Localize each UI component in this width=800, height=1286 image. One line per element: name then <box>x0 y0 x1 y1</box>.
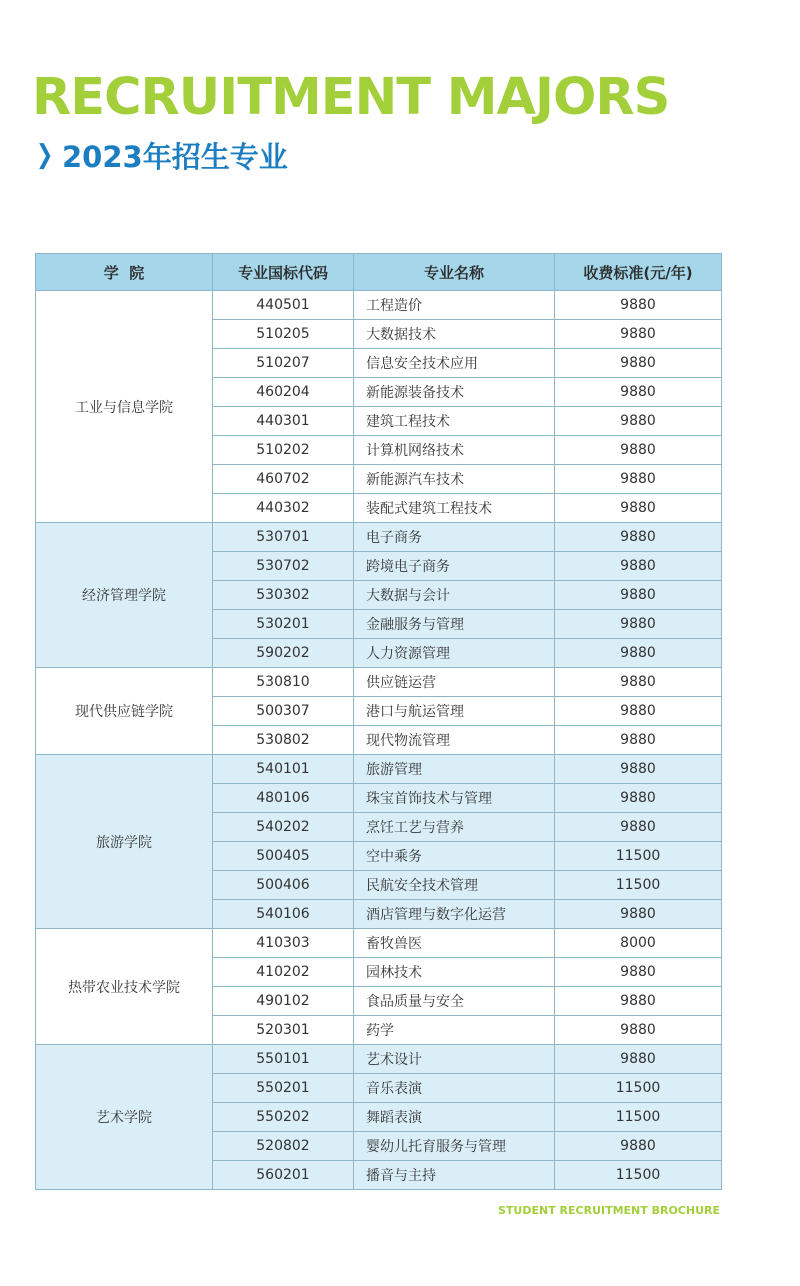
headline-english: RECRUITMENT MAJORS <box>32 68 670 127</box>
fee-cell: 9880 <box>555 581 722 610</box>
code-cell: 500406 <box>213 871 354 900</box>
fee-cell: 9880 <box>555 465 722 494</box>
school-name-cell: 热带农业技术学院 <box>36 929 213 1045</box>
fee-cell: 9880 <box>555 1016 722 1045</box>
school-name-cell: 工业与信息学院 <box>36 291 213 523</box>
fee-cell: 9880 <box>555 610 722 639</box>
code-cell: 410303 <box>213 929 354 958</box>
code-cell: 560201 <box>213 1161 354 1190</box>
header-major: 专业名称 <box>354 254 555 291</box>
fee-cell: 9880 <box>555 900 722 929</box>
footer-brochure-label: STUDENT RECRUITMENT BROCHURE <box>498 1204 720 1217</box>
code-cell: 530302 <box>213 581 354 610</box>
header-school: 学 院 <box>36 254 213 291</box>
code-cell: 540101 <box>213 755 354 784</box>
code-cell: 510205 <box>213 320 354 349</box>
code-cell: 530802 <box>213 726 354 755</box>
major-name-cell: 大数据技术 <box>354 320 555 349</box>
code-cell: 440501 <box>213 291 354 320</box>
table-row <box>36 1045 722 1074</box>
major-name-cell: 烹饪工艺与营养 <box>354 813 555 842</box>
school-name-cell: 旅游学院 <box>36 755 213 929</box>
chevron-right-icon: ❯ <box>36 140 54 170</box>
fee-cell: 11500 <box>555 842 722 871</box>
code-cell: 540106 <box>213 900 354 929</box>
code-cell: 520301 <box>213 1016 354 1045</box>
code-cell: 510207 <box>213 349 354 378</box>
code-cell: 460702 <box>213 465 354 494</box>
fee-cell: 9880 <box>555 958 722 987</box>
code-cell: 530201 <box>213 610 354 639</box>
fee-cell: 9880 <box>555 378 722 407</box>
code-cell: 490102 <box>213 987 354 1016</box>
code-cell: 550202 <box>213 1103 354 1132</box>
major-name-cell: 计算机网络技术 <box>354 436 555 465</box>
major-name-cell: 装配式建筑工程技术 <box>354 494 555 523</box>
fee-cell: 11500 <box>555 1074 722 1103</box>
code-cell: 550201 <box>213 1074 354 1103</box>
major-name-cell: 人力资源管理 <box>354 639 555 668</box>
major-name-cell: 音乐表演 <box>354 1074 555 1103</box>
fee-cell: 9880 <box>555 523 722 552</box>
fee-cell: 9880 <box>555 1132 722 1161</box>
code-cell: 530702 <box>213 552 354 581</box>
major-name-cell: 电子商务 <box>354 523 555 552</box>
school-name-cell: 经济管理学院 <box>36 523 213 668</box>
fee-cell: 9880 <box>555 697 722 726</box>
fee-cell: 9880 <box>555 755 722 784</box>
fee-cell: 9880 <box>555 436 722 465</box>
table-body <box>36 291 722 1190</box>
school-name-cell: 艺术学院 <box>36 1045 213 1190</box>
major-name-cell: 珠宝首饰技术与管理 <box>354 784 555 813</box>
fee-cell: 9880 <box>555 494 722 523</box>
major-name-cell: 艺术设计 <box>354 1045 555 1074</box>
fee-cell: 9880 <box>555 407 722 436</box>
major-name-cell: 现代物流管理 <box>354 726 555 755</box>
table-row <box>36 668 722 697</box>
fee-cell: 9880 <box>555 726 722 755</box>
code-cell: 530810 <box>213 668 354 697</box>
fee-cell: 9880 <box>555 668 722 697</box>
table-row <box>36 929 722 958</box>
major-name-cell: 药学 <box>354 1016 555 1045</box>
major-name-cell: 信息安全技术应用 <box>354 349 555 378</box>
major-name-cell: 舞蹈表演 <box>354 1103 555 1132</box>
major-name-cell: 工程造价 <box>354 291 555 320</box>
fee-cell: 9880 <box>555 813 722 842</box>
major-name-cell: 畜牧兽医 <box>354 929 555 958</box>
table-row <box>36 755 722 784</box>
majors-table <box>35 253 722 1190</box>
header-fee: 收费标准(元/年) <box>555 254 722 291</box>
fee-cell: 9880 <box>555 291 722 320</box>
table-row <box>36 523 722 552</box>
fee-cell: 9880 <box>555 784 722 813</box>
code-cell: 540202 <box>213 813 354 842</box>
school-name-cell: 现代供应链学院 <box>36 668 213 755</box>
major-name-cell: 食品质量与安全 <box>354 987 555 1016</box>
majors-table-container <box>35 253 721 1190</box>
major-name-cell: 旅游管理 <box>354 755 555 784</box>
major-name-cell: 跨境电子商务 <box>354 552 555 581</box>
fee-cell: 9880 <box>555 987 722 1016</box>
major-name-cell: 空中乘务 <box>354 842 555 871</box>
fee-cell: 9880 <box>555 1045 722 1074</box>
fee-cell: 11500 <box>555 1103 722 1132</box>
major-name-cell: 供应链运营 <box>354 668 555 697</box>
code-cell: 500405 <box>213 842 354 871</box>
code-cell: 590202 <box>213 639 354 668</box>
code-cell: 480106 <box>213 784 354 813</box>
fee-cell: 9880 <box>555 639 722 668</box>
code-cell: 410202 <box>213 958 354 987</box>
code-cell: 530701 <box>213 523 354 552</box>
major-name-cell: 大数据与会计 <box>354 581 555 610</box>
major-name-cell: 播音与主持 <box>354 1161 555 1190</box>
major-name-cell: 新能源汽车技术 <box>354 465 555 494</box>
major-name-cell: 金融服务与管理 <box>354 610 555 639</box>
major-name-cell: 港口与航运管理 <box>354 697 555 726</box>
fee-cell: 9880 <box>555 320 722 349</box>
code-cell: 510202 <box>213 436 354 465</box>
header-code: 专业国标代码 <box>213 254 354 291</box>
code-cell: 440302 <box>213 494 354 523</box>
table-header-row <box>36 254 722 291</box>
subtitle-text: 2023年招生专业 <box>62 139 288 174</box>
major-name-cell: 民航安全技术管理 <box>354 871 555 900</box>
code-cell: 500307 <box>213 697 354 726</box>
major-name-cell: 新能源装备技术 <box>354 378 555 407</box>
fee-cell: 9880 <box>555 349 722 378</box>
fee-cell: 11500 <box>555 871 722 900</box>
fee-cell: 8000 <box>555 929 722 958</box>
code-cell: 460204 <box>213 378 354 407</box>
major-name-cell: 建筑工程技术 <box>354 407 555 436</box>
major-name-cell: 婴幼儿托育服务与管理 <box>354 1132 555 1161</box>
fee-cell: 11500 <box>555 1161 722 1190</box>
code-cell: 520802 <box>213 1132 354 1161</box>
code-cell: 440301 <box>213 407 354 436</box>
major-name-cell: 园林技术 <box>354 958 555 987</box>
major-name-cell: 酒店管理与数字化运营 <box>354 900 555 929</box>
fee-cell: 9880 <box>555 552 722 581</box>
subtitle <box>34 136 288 174</box>
code-cell: 550101 <box>213 1045 354 1074</box>
table-row <box>36 291 722 320</box>
